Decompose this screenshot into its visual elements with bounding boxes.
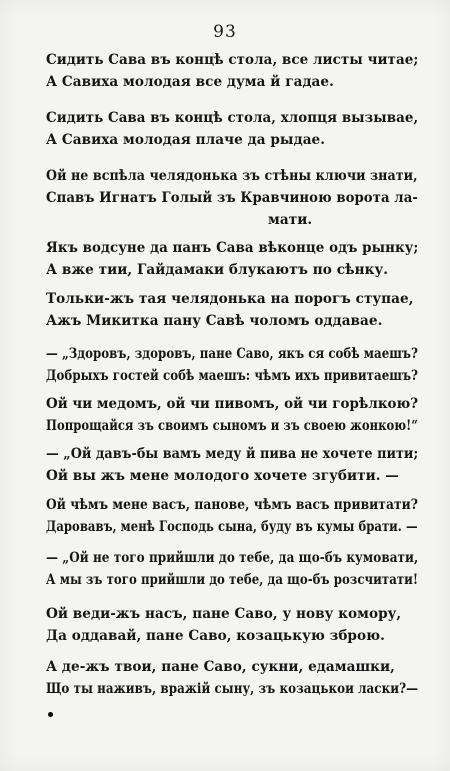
page-number: 93 — [213, 22, 237, 42]
verse-line: Ой чи медомъ, ой чи пивомъ, ой чи горѣлкою? — [46, 396, 419, 412]
verse-line: Ой не вспѣла челядонька зъ стѣны ключи знати, — [46, 168, 418, 184]
verse-line: Спавъ Игнатъ Голый зъ Кравчиною ворота ла- — [46, 190, 418, 206]
stanza — [46, 656, 418, 700]
stanza — [46, 603, 418, 647]
verse-line: Що ты наживъ, вражій сыну, зъ козацькои ласки?— — [46, 681, 419, 697]
stanza — [46, 107, 418, 151]
ink-dot — [48, 712, 53, 717]
verse-line: Сидить Сава въ концѣ стола, все листы читае; — [46, 52, 419, 68]
verse-line: Да оддавай, пане Саво, козацькую зброю. — [46, 628, 385, 644]
stanza — [46, 547, 418, 591]
stanza — [46, 288, 418, 332]
verse-line: А де-жъ твои, пане Саво, сукни, едамашки, — [46, 659, 395, 675]
verse-line: — „Ой давъ-бы вамъ меду й пива не хочете пити; — [46, 446, 419, 462]
stanza — [46, 237, 418, 281]
verse-line: Даровавъ, менѣ Господь сына, буду въ кумы брати. — — [46, 519, 418, 535]
verse-line: Ой веди-жъ насъ, пане Саво, у нову комору, — [46, 606, 402, 622]
verse-line: А мы зъ того прийшли до тебе, да що-бъ розсчитати! — [46, 572, 419, 588]
stanza — [46, 165, 418, 231]
verse-line: — „Ой не того прийшли до тебе, да що-бъ кумовати, — [46, 550, 419, 566]
verse-line: Добрыхъ гостей собѣ маешъ: чѣмъ ихъ привитаешъ? — [46, 368, 418, 384]
verse-line: Ой чѣмъ мене васъ, панове, чѣмъ васъ привитати? — [46, 497, 419, 513]
verse-line-continuation: мати. — [268, 212, 313, 228]
verse-line: Якъ водсуне да панъ Сава вѣконце одъ рынку; — [46, 240, 419, 256]
verse-line: Тольки-жъ тая челядонька на порогъ ступае, — [46, 291, 414, 307]
stanza — [46, 343, 418, 387]
stanza — [46, 494, 418, 538]
verse-line: Ой вы жъ мене молодого хочете згубити. — — [46, 468, 399, 484]
verse-line: А Савиха молодая плаче да рыдае. — [46, 132, 326, 148]
verse-line: Сидить Сава въ концѣ стола, хлопця вызывае, — [46, 110, 419, 126]
stanza — [46, 49, 418, 93]
stanza — [46, 393, 418, 437]
stanza — [46, 443, 418, 487]
verse-line: — „Здоровъ, здоровъ, пане Саво, якъ ся собѣ маешъ? — [46, 346, 418, 362]
verse-line: А вже тии, Гайдамаки блукаютъ по сѣнку. — [46, 262, 389, 278]
verse-line: Попрощайся зъ своимъ сыномъ и зъ своею жонкою!“ — [46, 418, 418, 434]
verse-line: Ажъ Микитка пану Савѣ чоломъ оддавае. — [46, 313, 383, 329]
verse-line: А Савиха молодая все дума й гадае. — [46, 74, 334, 90]
